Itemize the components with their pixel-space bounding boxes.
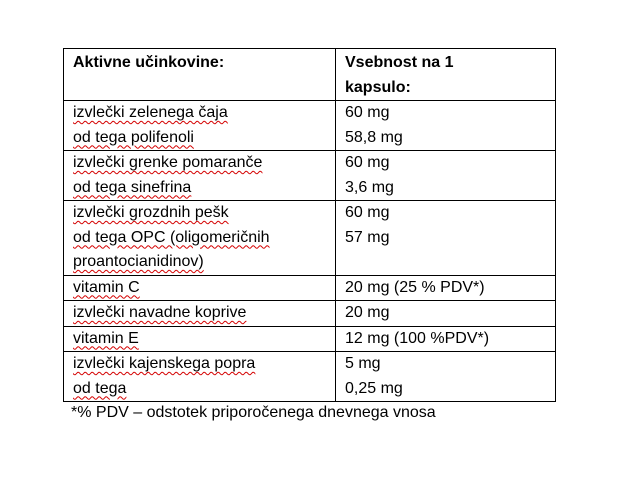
ingredient-text: od tega OPC (oligomeričnih bbox=[73, 228, 270, 246]
ingredient-text: vitamin E bbox=[73, 329, 139, 347]
ingredient-text: izvlečki navadne koprive bbox=[73, 304, 247, 321]
amount-cell bbox=[336, 352, 556, 402]
amount-text: 5 mg bbox=[345, 355, 381, 372]
amount-text: 57 mg bbox=[345, 228, 390, 246]
table-row bbox=[64, 101, 556, 151]
ingredients-table bbox=[63, 48, 556, 402]
amount-cell bbox=[336, 275, 556, 301]
amount-cell bbox=[336, 301, 556, 327]
amount-text: 60 mg bbox=[345, 154, 390, 171]
header-ingredient-label: Aktivne učinkovine: bbox=[73, 54, 225, 71]
amount-text: 0,25 mg bbox=[345, 379, 403, 397]
header-content-cell bbox=[336, 49, 556, 101]
amount-cell bbox=[336, 201, 556, 276]
ingredient-text: od tega sinefrina bbox=[73, 178, 192, 196]
ingredient-cell bbox=[64, 301, 336, 327]
ingredient-text: izvlečki kajenskega popra bbox=[73, 355, 256, 372]
header-content-label-line1: Vsebnost na 1 bbox=[345, 54, 454, 71]
header-ingredient-cell bbox=[64, 49, 336, 101]
ingredient-text: izvlečki grenke pomaranče bbox=[73, 154, 263, 171]
table-row bbox=[64, 201, 556, 276]
table-row bbox=[64, 352, 556, 402]
ingredient-cell bbox=[64, 326, 336, 352]
ingredient-text: izvlečki grozdnih pešk bbox=[73, 204, 229, 221]
table-header-row bbox=[64, 49, 556, 101]
amount-text: 12 mg (100 %PDV*) bbox=[345, 329, 490, 347]
amount-text: 58,8 mg bbox=[345, 128, 403, 146]
table-row bbox=[64, 301, 556, 327]
amount-cell bbox=[336, 151, 556, 201]
amount-cell bbox=[336, 101, 556, 151]
footnote: *% PDV – odstotek priporočenega dnevnega vnosa bbox=[71, 404, 436, 421]
ingredient-cell bbox=[64, 151, 336, 201]
ingredient-text: proantocianidinov) bbox=[73, 253, 204, 270]
amount-text: 20 mg bbox=[345, 304, 390, 321]
ingredient-cell bbox=[64, 101, 336, 151]
amount-text: 60 mg bbox=[345, 104, 390, 121]
ingredient-text: izvlečki zelenega čaja bbox=[73, 104, 228, 121]
table-row bbox=[64, 151, 556, 201]
header-content-label-line2: kapsulo: bbox=[345, 78, 411, 96]
ingredient-cell bbox=[64, 275, 336, 301]
ingredient-cell bbox=[64, 352, 336, 402]
ingredient-text: od tega bbox=[73, 379, 127, 397]
ingredient-cell bbox=[64, 201, 336, 276]
table-row bbox=[64, 326, 556, 352]
table-row bbox=[64, 275, 556, 301]
amount-text: 3,6 mg bbox=[345, 178, 394, 196]
table-body bbox=[64, 101, 556, 402]
amount-text: 20 mg (25 % PDV*) bbox=[345, 278, 485, 296]
ingredient-text: vitamin C bbox=[73, 278, 140, 296]
amount-text: 60 mg bbox=[345, 204, 390, 221]
amount-cell bbox=[336, 326, 556, 352]
ingredient-text: od tega polifenoli bbox=[73, 128, 194, 146]
